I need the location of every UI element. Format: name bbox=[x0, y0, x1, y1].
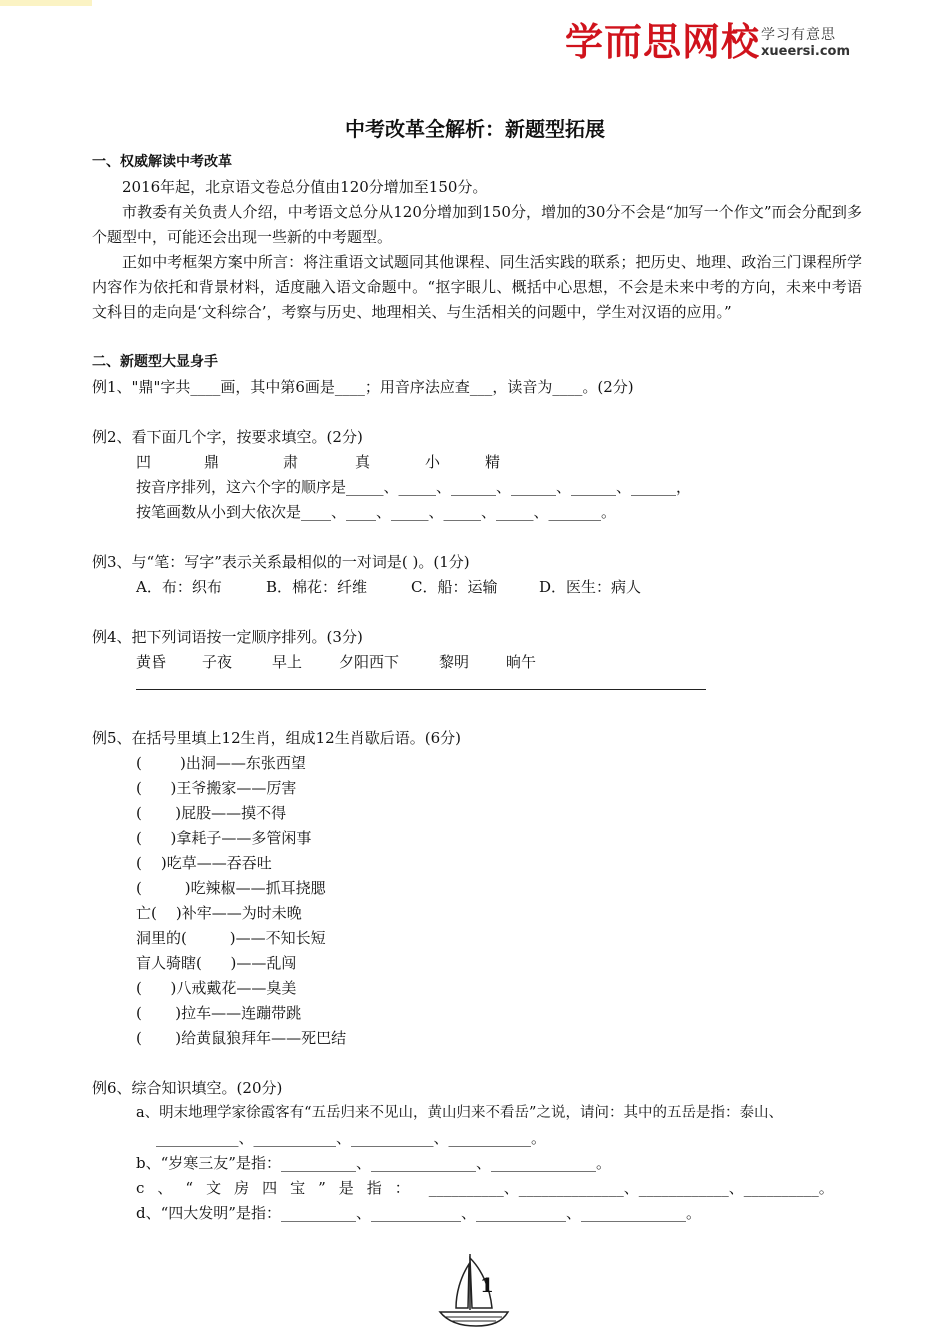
example-3-options bbox=[92, 575, 862, 600]
word-item: 早上 bbox=[272, 653, 303, 671]
char-item: 真 bbox=[355, 453, 371, 471]
xueersi-logo bbox=[565, 20, 865, 70]
example-5-item: ( )八戒戴花——臭美 bbox=[136, 979, 297, 997]
example-1: 例1、"鼎"字共____画，其中第6画是____；用音序法应查___，读音为____。(2分) bbox=[92, 378, 634, 396]
option-a: A．布：织布 bbox=[136, 578, 222, 596]
corner-mark bbox=[0, 0, 92, 6]
example-6-c-label: c、“文房四宝”是指： bbox=[136, 1179, 423, 1197]
example-2-line1: 按音序排列，这六个字的顺序是_____、_____、______、______、______、______， bbox=[136, 478, 692, 496]
example-2-chars bbox=[92, 450, 862, 475]
example-5-item: ( )王爷搬家——厉害 bbox=[136, 779, 297, 797]
example-6-d: d、“四大发明”是指：__________、____________、____________、______________。 bbox=[136, 1204, 701, 1222]
word-item: 晌午 bbox=[506, 653, 537, 671]
example-5-item: 亡( )补牢——为时未晚 bbox=[136, 904, 302, 922]
page-number: 1 bbox=[480, 1273, 494, 1297]
char-item: 小 bbox=[425, 453, 441, 471]
example-5-item: ( )吃辣椒——抓耳挠腮 bbox=[136, 879, 326, 897]
char-item: 肃 bbox=[283, 453, 299, 471]
example-4-words bbox=[92, 650, 862, 675]
logo-main-text: 学而思网校 bbox=[565, 20, 761, 64]
char-item: 鼎 bbox=[204, 453, 220, 471]
logo-url: xueersi.com bbox=[761, 44, 851, 59]
example-3-question: 例3、与“笔：写字”表示关系最相似的一对词是( )。(1分) bbox=[92, 553, 470, 571]
logo-slogan: 学习有意思 bbox=[761, 27, 836, 43]
example-6-c bbox=[92, 1176, 862, 1201]
example-5-item: ( )吃草——吞吞吐 bbox=[136, 854, 272, 872]
option-d: D．医生：病人 bbox=[539, 578, 642, 596]
option-c: C．船：运输 bbox=[411, 578, 498, 596]
word-item: 子夜 bbox=[202, 653, 233, 671]
word-item: 夕阳西下 bbox=[339, 653, 400, 671]
sailboat-icon bbox=[436, 1250, 516, 1335]
document-body bbox=[92, 150, 862, 1226]
example-2-question: 例2、看下面几个字，按要求填空。(2分) bbox=[92, 428, 363, 446]
section2-heading: 二、新题型大显身手 bbox=[92, 354, 218, 370]
example-5-item: ( )屁股——摸不得 bbox=[136, 804, 287, 822]
example-6-b: b、“岁寒三友”是指：__________、______________、______________。 bbox=[136, 1154, 611, 1172]
section1-paragraph: 市教委有关负责人介绍，中考语文总分从120分增加到150分，增加的30分不会是“加写一个作文”而会分配到多个题型中，可能还会出现一些新的中考题型。 bbox=[92, 203, 862, 246]
example-2-line2: 按笔画数从小到大依次是____、____、_____、_____、_____、_______。 bbox=[136, 503, 617, 521]
page-number-sailboat bbox=[436, 1250, 516, 1335]
section1-paragraph: 2016年起，北京语文卷总分值由120分增加至150分。 bbox=[122, 178, 488, 196]
example-5-item: ( )给黄鼠狼拜年——死巴结 bbox=[136, 1029, 347, 1047]
section1-paragraph: 正如中考框架方案中所言：将注重语文试题同其他课程、同生活实践的联系；把历史、地理、政治三门课程所学内容作为依托和背景材料，适度融入语文命题中。“抠字眼儿、概括中心思想，不会是未来中考的方向，未来中考语文科目的走向是‘文科综合’，考察与历史、地理相关、与生活相关的问题中，学生对汉语的应用。” bbox=[92, 253, 862, 321]
option-b: B．棉花：纤维 bbox=[266, 578, 368, 596]
char-item: 精 bbox=[485, 453, 501, 471]
answer-line bbox=[136, 675, 706, 690]
example-4-question: 例4、把下列词语按一定顺序排列。(3分) bbox=[92, 628, 363, 646]
example-5-item: ( )出洞——东张西望 bbox=[136, 754, 306, 772]
example-6-a-blanks: ___________、___________、___________、___________。 bbox=[156, 1129, 547, 1147]
example-6-a: a、明末地理学家徐霞客有“五岳归来不见山，黄山归来不看岳”之说，请问：其中的五岳是指：泰山、 bbox=[136, 1105, 783, 1121]
document-title: 中考改革全解析：新题型拓展 bbox=[345, 117, 605, 141]
example-5-item: 洞里的( )——不知长短 bbox=[136, 929, 326, 947]
word-item: 黄昏 bbox=[136, 653, 167, 671]
section1-heading: 一、权威解读中考改革 bbox=[92, 154, 232, 170]
example-5-item: ( )拉车——连蹦带跳 bbox=[136, 1004, 302, 1022]
example-5-question: 例5、在括号里填上12生肖，组成12生肖歇后语。(6分) bbox=[92, 729, 461, 747]
word-item: 黎明 bbox=[439, 653, 470, 671]
example-5-item: ( )拿耗子——多管闲事 bbox=[136, 829, 312, 847]
example-6-c-blanks: __________、______________、____________、__________。 bbox=[428, 1179, 834, 1197]
example-5-item: 盲人骑瞎( )——乱闯 bbox=[136, 954, 297, 972]
char-item: 凹 bbox=[136, 453, 152, 471]
example-6-question: 例6、综合知识填空。(20分) bbox=[92, 1079, 283, 1097]
